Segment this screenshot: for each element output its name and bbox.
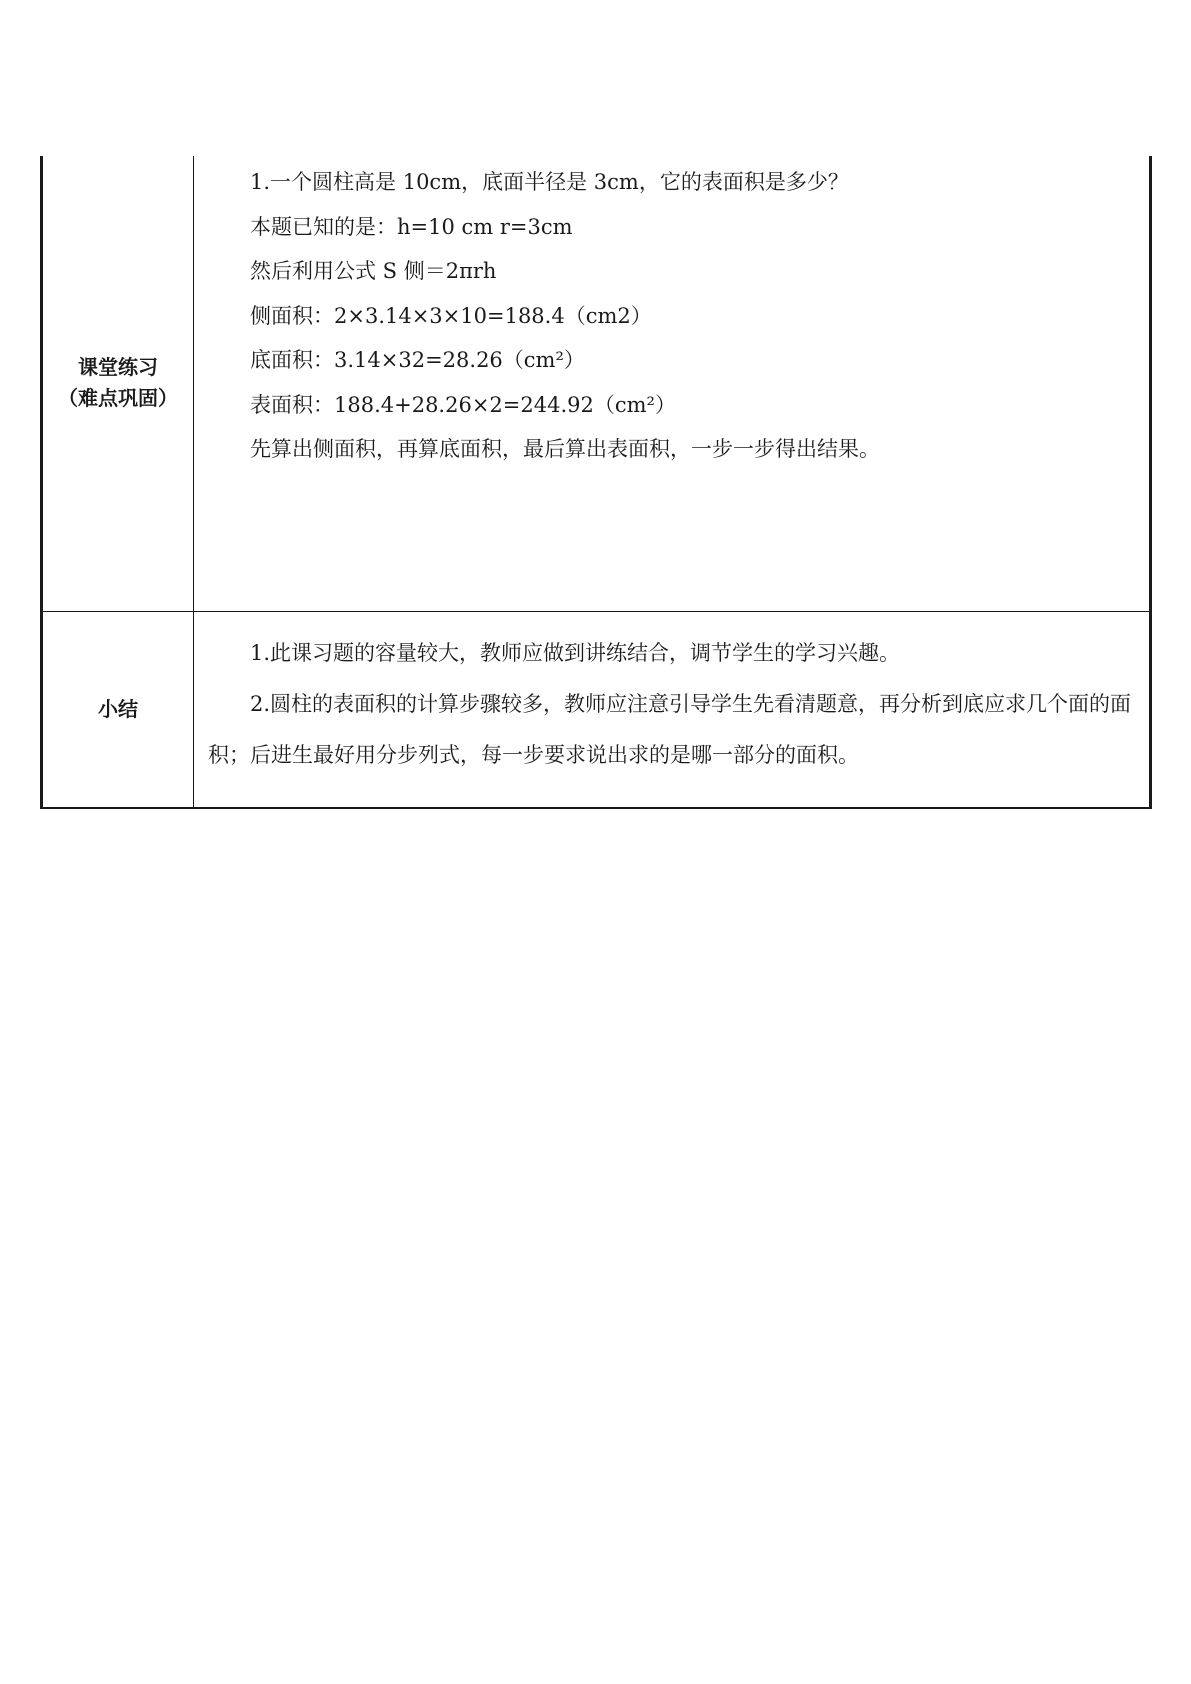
- practice-given: 本题已知的是：h=10 cm r=3cm: [250, 214, 573, 239]
- practice-content-cell: [194, 156, 1151, 611]
- practice-base-area: 底面积：3.14×32=28.26（cm²）: [250, 348, 585, 372]
- lesson-plan-table: [40, 156, 1152, 809]
- summary-row: [42, 611, 1151, 808]
- practice-explanation: 先算出侧面积，再算底面积，最后算出表面积，一步一步得出结果。: [250, 437, 880, 461]
- practice-row: [42, 156, 1151, 611]
- practice-label-cell: [42, 156, 194, 611]
- summary-label: 小结: [98, 696, 138, 721]
- practice-formula: 然后利用公式 S 侧＝2πrh: [250, 259, 497, 283]
- practice-lines: [208, 156, 1135, 472]
- summary-paragraph-2: 2.圆柱的表面积的计算步骤较多，教师应注意引导学生先看清题意，再分析到底应求几个面的面积；后进生最好用分步列式，每一步要求说出求的是哪一部分的面积。: [208, 691, 1132, 767]
- summary-paragraph-1: 1.此课习题的容量较大，教师应做到讲练结合，调节学生的学习兴趣。: [250, 640, 901, 665]
- summary-lines: [208, 612, 1135, 781]
- practice-surface-area: 表面积：188.4+28.26×2=244.92（cm²）: [250, 392, 676, 417]
- summary-label-cell: [42, 611, 194, 808]
- practice-label-line-2: （难点巩固）: [58, 386, 178, 411]
- practice-question: 1.一个圆柱高是 10cm，底面半径是 3cm，它的表面积是多少？: [250, 170, 849, 194]
- summary-content-cell: [194, 611, 1151, 808]
- practice-label-line-1: 课堂练习: [78, 355, 158, 380]
- practice-lateral-area: 侧面积：2×3.14×3×10=188.4（cm2）: [250, 303, 652, 328]
